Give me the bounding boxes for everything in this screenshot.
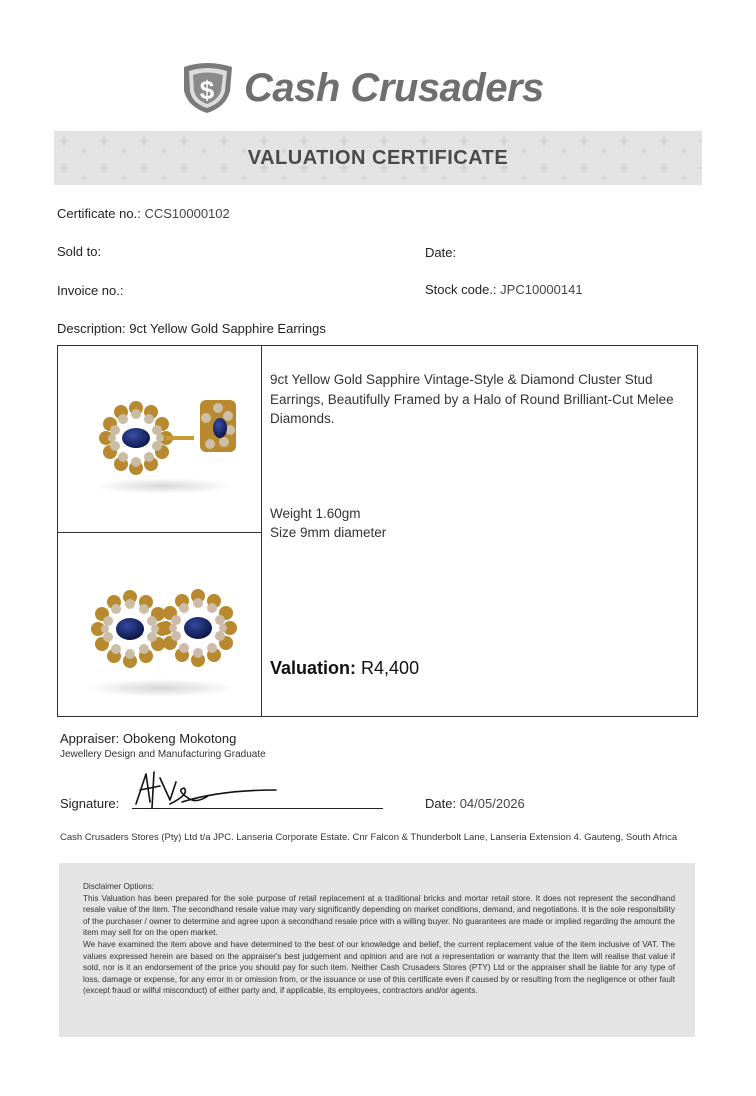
brand-name: Cash Crusaders	[244, 65, 544, 110]
disclaimer-box	[59, 863, 695, 1037]
description-value: 9ct Yellow Gold Sapphire Earrings	[129, 321, 326, 336]
earrings-side-view-image	[58, 346, 261, 531]
certificate-number-value: CCS10000102	[144, 206, 230, 221]
earrings-front-view-image	[58, 533, 261, 718]
signature-date-value: 04/05/2026	[459, 796, 525, 811]
certificate-number-label: Certificate no.:	[57, 206, 141, 221]
item-long-description: 9ct Yellow Gold Sapphire Vintage-Style & Diamond Cluster Stud Earrings, Beautifully Framed by a Halo of Round Brilliant-Cut Melee Diamonds.	[270, 372, 674, 426]
valuation	[270, 658, 419, 679]
item-size: Size 9mm diameter	[270, 525, 387, 540]
dollar-shield-icon	[176, 61, 238, 115]
disclaimer-title: Disclaimer Options:	[83, 882, 154, 891]
appraiser-field	[60, 731, 236, 746]
valuation-label: Valuation:	[270, 658, 357, 678]
appraiser-title: Jewellery Design and Manufacturing Graduate	[60, 749, 266, 760]
appraiser-label: Appraiser:	[60, 731, 120, 746]
handwritten-signature	[130, 768, 280, 812]
invoice-number-label: Invoice no.:	[57, 283, 124, 298]
disclaimer-paragraph-1: This Valuation has been prepared for the sole purpose of retail replacement at a traditional bricks and mortar retail store. It does not represent the secondhand resale value of the item. The secondhand resale value may vary significantly depending on market conditions, demand, and negotiations. It is the sole responsibility of the purchaser / owner to determine and agree upon a secondhand resale price with a willing buyer. No guarantees are made or implied regarding the amount the item may sell for on the open market.	[83, 893, 675, 938]
valuation-amount: R4,400	[361, 658, 420, 678]
description-field	[57, 321, 326, 336]
date-label: Date:	[425, 245, 457, 260]
stock-code-field	[425, 282, 583, 297]
certificate-banner	[54, 131, 702, 185]
svg-text:$: $	[199, 75, 215, 105]
disclaimer-paragraph-2: We have examined the item above and have determined to the best of our knowledge and belief, the current replacement value of the item inclusive of VAT. The values expressed herein are based on the appraiser's best judgement and opinion and are not a representation or warranty that the item will realise that value if sold, nor is it an endorsement of the price you should pay for such item. Neither Cash Crusaders Stores (PTY) Ltd or the appraiser shall be liable for any type of loss, damage or expense, for any error in or omission from, or the issuance or use of this certificate even if caused by or resulting from the negligence or other fault (except fraud or wilful misconduct) of either party and, if applicable, its employees, contractors and/or agents.	[83, 939, 675, 996]
appraiser-name: Obokeng Mokotong	[122, 731, 237, 746]
signature-label: Signature:	[60, 796, 120, 811]
certificate-number-field	[57, 206, 230, 221]
brand-logo	[176, 58, 586, 118]
stock-code-label: Stock code.:	[425, 282, 497, 297]
sold-to-label: Sold to:	[57, 244, 102, 259]
signature-date-field	[425, 796, 525, 811]
company-address-footer: Cash Crusaders Stores (Pty) Ltd t/a JPC. Lanseria Corporate Estate. Cnr Falcon & Thunderbolt Lane, Lanseria Extension 4. Gauteng, South Africa	[60, 832, 678, 843]
certificate-title: VALUATION CERTIFICATE	[247, 146, 509, 169]
signature-date-label: Date:	[425, 796, 457, 811]
stock-code-value: JPC10000141	[500, 282, 583, 297]
description-label: Description:	[57, 321, 126, 336]
item-weight: Weight 1.60gm	[270, 506, 361, 521]
